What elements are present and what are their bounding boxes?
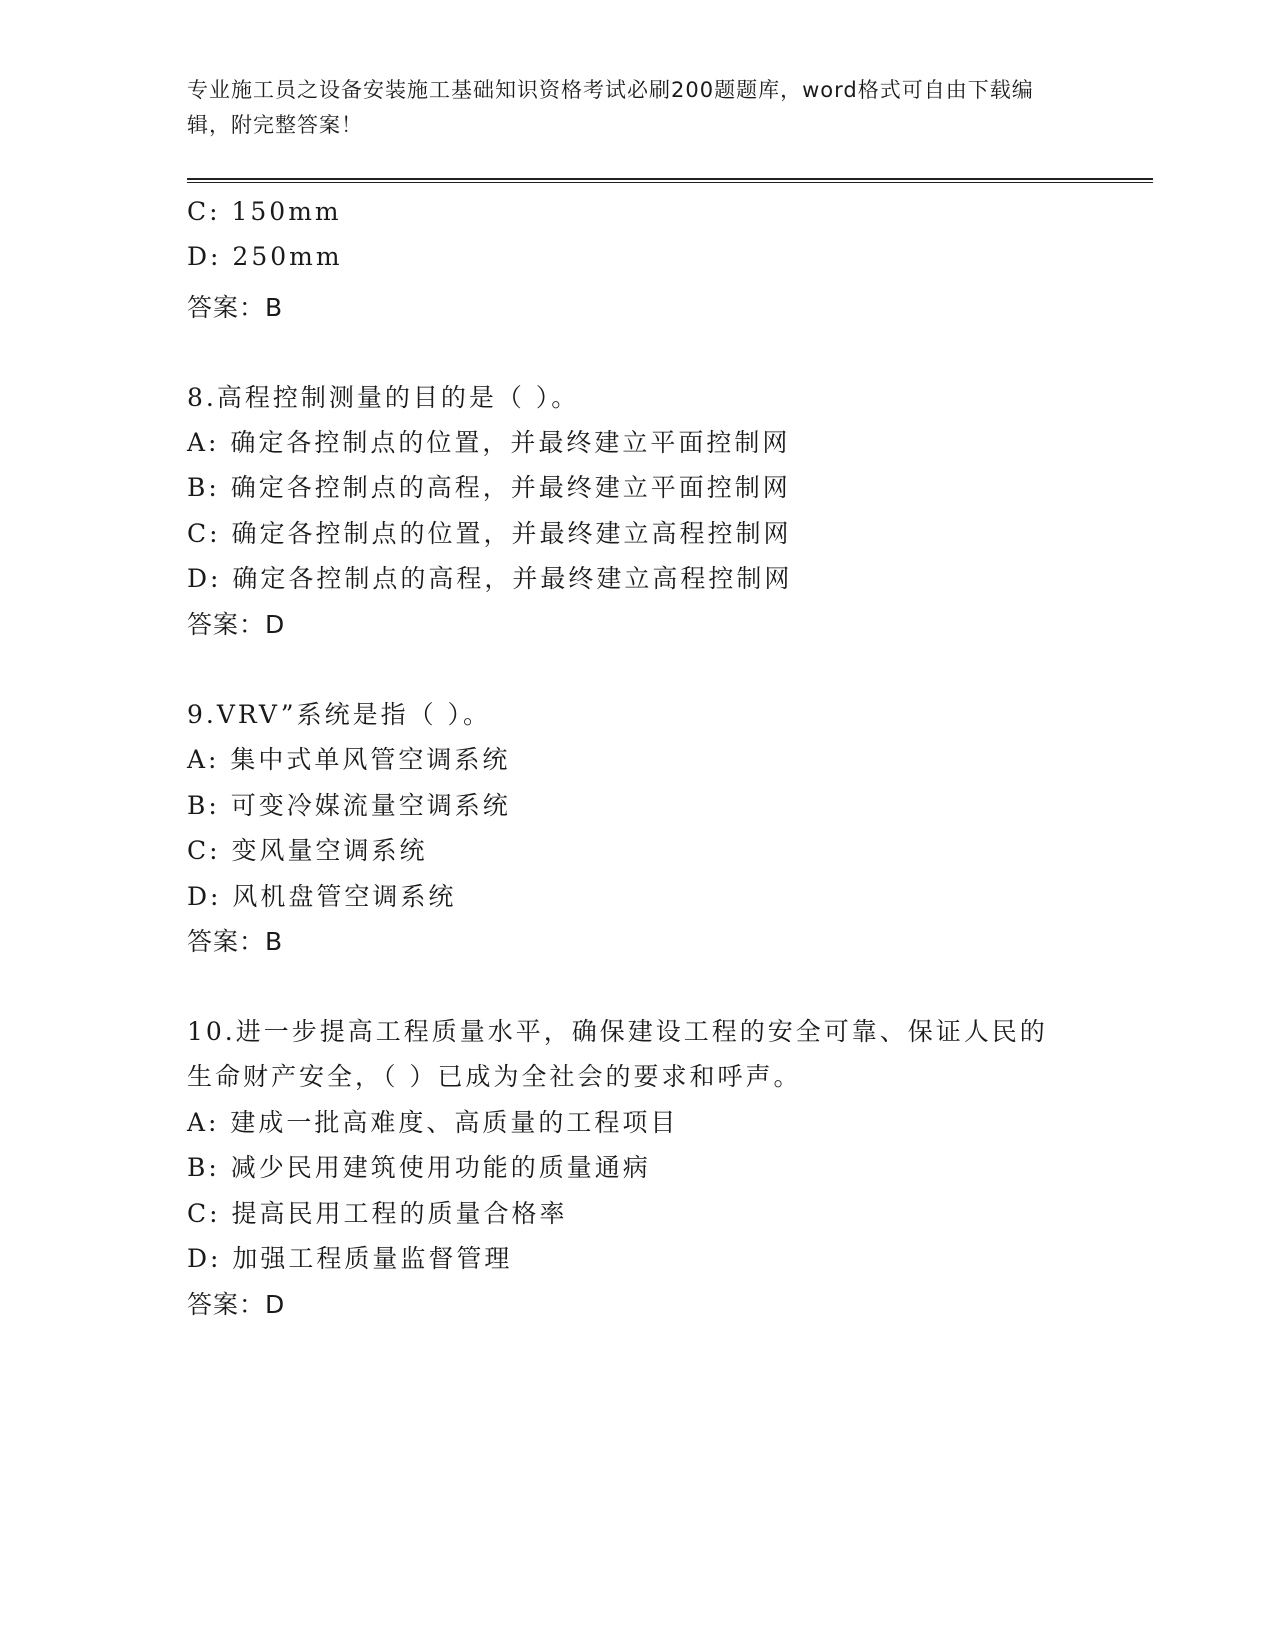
option-line: D: 确定各控制点的高程，并最终建立高程控制网 <box>187 564 793 593</box>
option-line: C: 提高民用工程的质量合格率 <box>187 1199 568 1228</box>
answer-line: 答案：D <box>187 1290 286 1319</box>
option-line: A: 确定各控制点的位置，并最终建立平面控制网 <box>187 428 791 457</box>
answer-line: 答案：B <box>187 293 284 322</box>
option-line: C: 150mm <box>187 197 342 226</box>
header-divider <box>187 178 1153 183</box>
question-text: 8.高程控制测量的目的是（ ）。 <box>187 383 580 412</box>
option-line: B: 可变冷媒流量空调系统 <box>187 791 511 820</box>
page-header-title: 专业施工员之设备安装施工基础知识资格考试必刷200题题库，word格式可自由下载编辑，附完整答案！ <box>187 78 1034 137</box>
option-line: A: 集中式单风管空调系统 <box>187 745 511 774</box>
question-text: 10.进一步提高工程质量水平，确保建设工程的安全可靠、保证人民的 <box>187 1017 1048 1046</box>
option-line: D: 250mm <box>187 242 343 271</box>
option-line: D: 加强工程质量监督管理 <box>187 1244 513 1273</box>
option-line: A: 建成一批高难度、高质量的工程项目 <box>187 1108 679 1137</box>
question-text: 生命财产安全，（ ）已成为全社会的要求和呼声。 <box>187 1062 802 1091</box>
option-line: B: 减少民用建筑使用功能的质量通病 <box>187 1153 651 1182</box>
option-line: C: 变风量空调系统 <box>187 836 428 865</box>
answer-line: 答案：B <box>187 927 284 956</box>
question-text: 9.VRV”系统是指（ ）。 <box>187 700 492 729</box>
option-line: C: 确定各控制点的位置，并最终建立高程控制网 <box>187 519 792 548</box>
answer-line: 答案：D <box>187 610 286 639</box>
option-line: B: 确定各控制点的高程，并最终建立平面控制网 <box>187 473 791 502</box>
option-line: D: 风机盘管空调系统 <box>187 882 457 911</box>
